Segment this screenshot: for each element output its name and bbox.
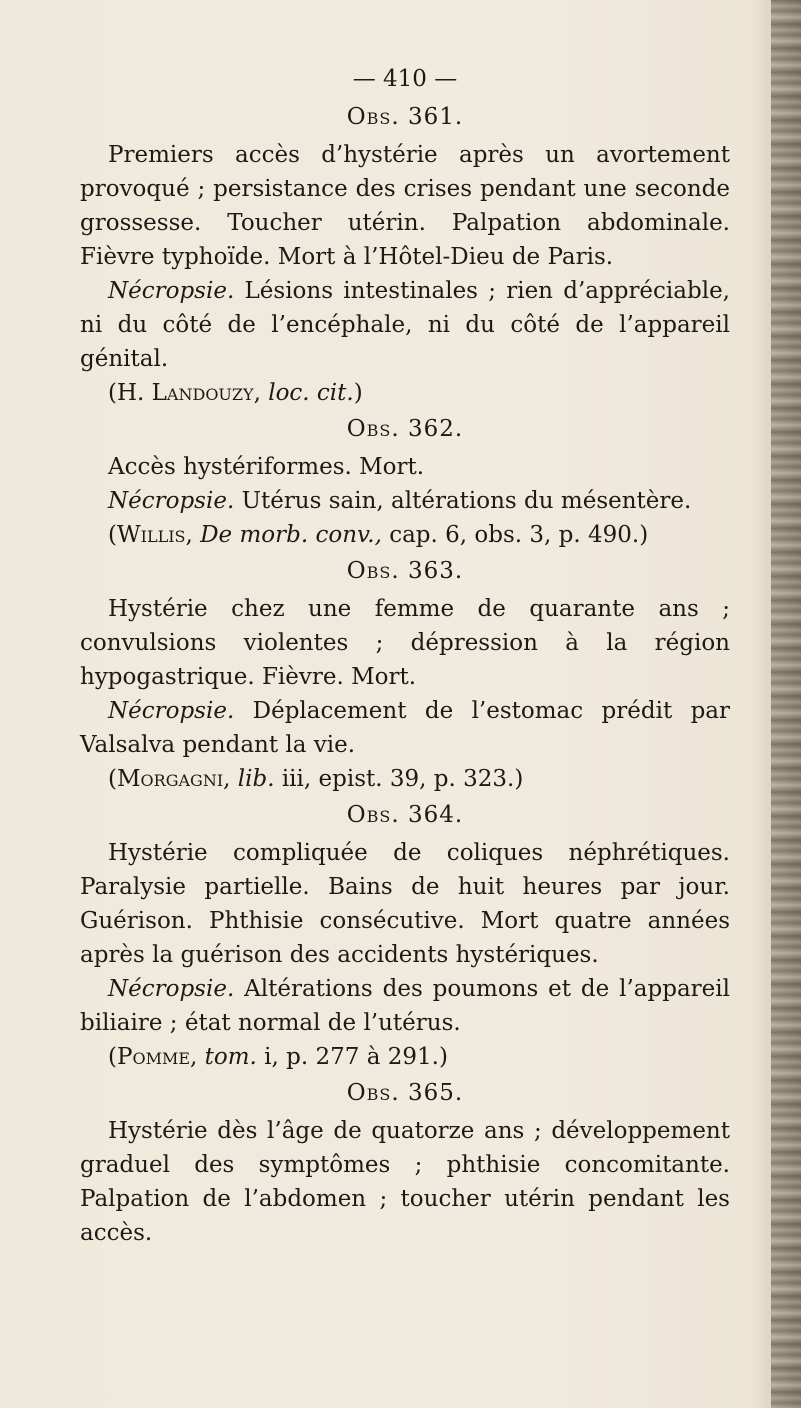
reference-work: tom. xyxy=(204,1044,257,1070)
observation-362 xyxy=(80,412,730,552)
reference-open: ( xyxy=(108,766,117,792)
necropsy-text: Utérus sain, altérations du mésentère. xyxy=(234,488,692,514)
reference xyxy=(80,762,730,796)
observation-description: Hystérie dès l’âge de quatorze ans ; développement graduel des symptômes ; phthisie concomitante. Palpation de l’abdomen ; toucher utérin pendant les accès. xyxy=(80,1118,730,1246)
necropsy-paragraph xyxy=(80,694,730,762)
reference-sep: , xyxy=(223,766,238,792)
necropsy-label: Nécropsie. xyxy=(108,976,235,1002)
necropsy-label: Nécropsie. xyxy=(108,698,235,724)
reference-author: Pomme xyxy=(116,1044,191,1070)
observation-title: Obs. 361. xyxy=(346,104,464,130)
reference-close: cap. 6, obs. 3, p. 490.) xyxy=(381,522,649,548)
reference-sep: , xyxy=(185,522,201,548)
reference-close: ) xyxy=(353,380,363,406)
observation-title: Obs. 363. xyxy=(346,558,464,584)
necropsy-label: Nécropsie. xyxy=(108,488,235,514)
reference-close: i, p. 277 à 291.) xyxy=(256,1044,448,1070)
observation-title: Obs. 365. xyxy=(346,1080,464,1106)
reference xyxy=(80,1040,730,1074)
observation-361 xyxy=(80,100,730,410)
page-number: — 410 — xyxy=(352,66,458,92)
reference-sep: , xyxy=(190,1044,205,1070)
observation-title: Obs. 364. xyxy=(346,802,464,828)
reference-open: ( xyxy=(108,1044,117,1070)
reference-sep: , xyxy=(253,380,269,406)
observation-description: Premiers accès d’hystérie après un avortement provoqué ; persistance des crises pendant une seconde grossesse. Toucher utérin. Palpation abdominale. Fièvre typhoïde. Mort à l’Hôtel-Dieu de Paris. xyxy=(80,142,730,270)
reference-open: ( xyxy=(108,522,117,548)
observation-description: Hystérie compliquée de coliques néphrétiques. Paralysie partielle. Bains de huit heures par jour. Guérison. Phthisie consécutive. Mort quatre années après la guérison des accidents hystériques. xyxy=(80,840,730,968)
page-text xyxy=(80,62,730,1250)
necropsy-text: Lésions intestinales ; rien d’appréciable, ni du côté de l’encéphale, ni du côté de l’appareil génital. xyxy=(80,278,730,372)
necropsy-text: Déplacement de l’estomac prédit par Valsalva pendant la vie. xyxy=(80,698,730,758)
reference-open: (H. xyxy=(108,380,152,406)
reference-work: lib. xyxy=(237,766,275,792)
observation-364 xyxy=(80,798,730,1074)
necropsy-paragraph xyxy=(80,274,730,376)
reference-work: loc. cit. xyxy=(268,380,354,406)
reference-author: Willis xyxy=(116,522,186,548)
reference-close: iii, epist. 39, p. 323.) xyxy=(274,766,524,792)
reference xyxy=(80,376,730,410)
necropsy-paragraph xyxy=(80,484,730,518)
observation-title: Obs. 362. xyxy=(346,416,464,442)
page-edge-shadow xyxy=(771,0,801,1408)
reference-author: Landouzy xyxy=(151,380,254,406)
observation-363 xyxy=(80,554,730,796)
necropsy-label: Nécropsie. xyxy=(108,278,235,304)
observation-description: Accès hystériformes. Mort. xyxy=(108,454,425,480)
necropsy-paragraph xyxy=(80,972,730,1040)
observation-description: Hystérie chez une femme de quarante ans ; convulsions violentes ; dépression à la région hypogastrique. Fièvre. Mort. xyxy=(80,596,730,690)
necropsy-text: Altérations des poumons et de l’appareil biliaire ; état normal de l’utérus. xyxy=(80,976,730,1036)
observation-365 xyxy=(80,1076,730,1250)
reference-work: De morb. conv., xyxy=(200,522,382,548)
reference xyxy=(80,518,730,552)
reference-author: Morgagni xyxy=(116,766,224,792)
